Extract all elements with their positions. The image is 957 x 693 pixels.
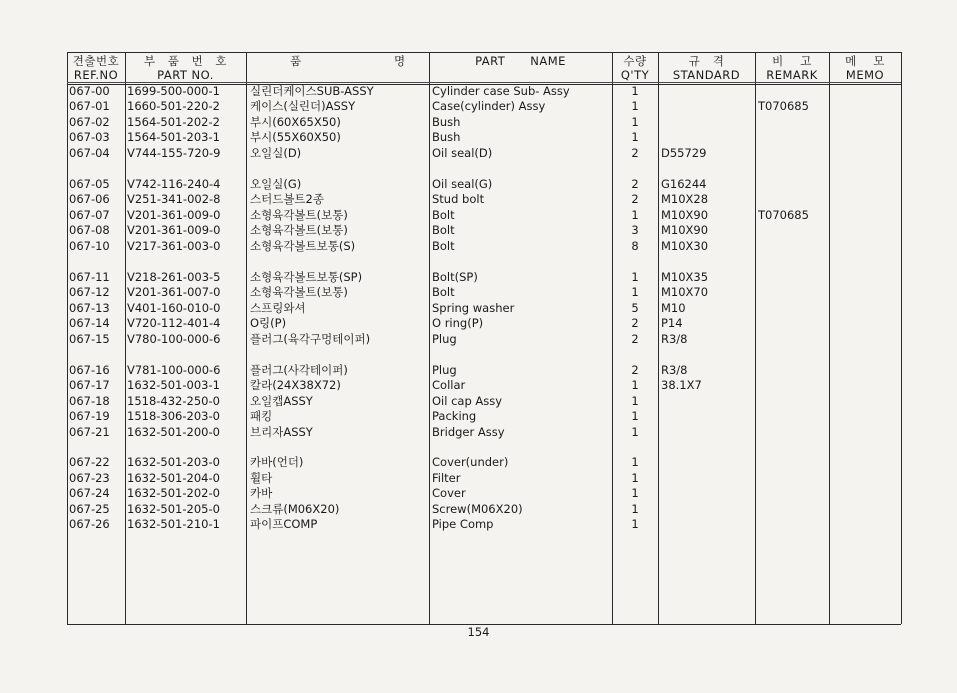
standard-cell: R3/8 <box>661 332 688 346</box>
ref-no-cell: 067-22 <box>69 455 110 469</box>
quantity-cell: 2 <box>631 146 639 160</box>
standard-cell: M10X28 <box>661 192 709 206</box>
quantity-cell: 2 <box>631 192 639 206</box>
part-no-cell: V742-116-240-4 <box>127 177 221 191</box>
part-name-cell: Oil seal(G) <box>432 177 493 191</box>
table-top-border <box>67 52 901 53</box>
standard-cell: M10X30 <box>661 239 709 253</box>
ref-no-cell: 067-04 <box>69 146 110 160</box>
ref-no-cell: 067-17 <box>69 378 110 392</box>
standard-cell: R3/8 <box>661 363 688 377</box>
ref-no-cell: 067-10 <box>69 239 110 253</box>
part-no-cell: 1632-501-204-0 <box>127 471 220 485</box>
ref-no-cell: 067-00 <box>69 84 110 98</box>
ref-no-cell: 067-15 <box>69 332 110 346</box>
header-ref-ko: 견출번호 <box>72 54 120 68</box>
korean-name-cell: 소형육각볼트(보통) <box>250 223 348 237</box>
korean-name-cell: 부시(55X60X50) <box>250 130 341 144</box>
grid-line <box>755 52 756 624</box>
quantity-cell: 1 <box>631 84 639 98</box>
part-name-cell: Bridger Assy <box>432 425 505 439</box>
korean-name-cell: 패킹 <box>250 409 273 423</box>
korean-name-cell: 소형육각볼트(보통) <box>250 208 348 222</box>
part-name-cell: Cylinder case Sub- Assy <box>432 84 570 98</box>
remark-cell: T070685 <box>758 99 809 113</box>
part-name-cell: Filter <box>432 471 461 485</box>
part-name-cell: Pipe Comp <box>432 517 494 531</box>
ref-no-cell: 067-07 <box>69 208 110 222</box>
quantity-cell: 1 <box>631 208 639 222</box>
part-name-cell: Cover(under) <box>432 455 509 469</box>
korean-name-cell: 스터드볼트2종 <box>250 192 324 206</box>
grid-line <box>67 52 68 624</box>
quantity-cell: 1 <box>631 425 639 439</box>
grid-line <box>125 52 126 624</box>
korean-name-cell: 오일캡ASSY <box>250 394 313 408</box>
part-no-cell: 1632-501-202-0 <box>127 486 220 500</box>
part-no-cell: V201-361-009-0 <box>127 208 221 222</box>
ref-no-cell: 067-03 <box>69 130 110 144</box>
standard-cell: 38.1X7 <box>661 378 702 392</box>
part-no-cell: V780-100-000-6 <box>127 332 221 346</box>
standard-cell: M10X90 <box>661 208 709 222</box>
korean-name-cell: 케이스(실린더)ASSY <box>250 99 356 113</box>
ref-no-cell: 067-06 <box>69 192 110 206</box>
part-no-cell: V744-155-720-9 <box>127 146 221 160</box>
ref-no-cell: 067-24 <box>69 486 110 500</box>
korean-name-cell: 칼라(24X38X72) <box>250 378 341 392</box>
part-no-cell: 1660-501-220-2 <box>127 99 220 113</box>
quantity-cell: 5 <box>631 301 639 315</box>
header-remark-en: REMARK <box>766 68 818 82</box>
part-no-cell: 1564-501-202-2 <box>127 115 220 129</box>
part-no-cell: 1699-500-000-1 <box>127 84 220 98</box>
part-no-cell: V720-112-401-4 <box>127 316 221 330</box>
part-name-cell: Case(cylinder) Assy <box>432 99 546 113</box>
part-no-cell: 1632-501-203-0 <box>127 455 220 469</box>
header-memo-en: MEMO <box>845 68 885 82</box>
header-qty-en: Q'TY <box>620 68 650 82</box>
part-no-cell: V251-341-002-8 <box>127 192 221 206</box>
header-remark-ko: 비 고 <box>772 54 812 68</box>
korean-name-cell: 플러그(육각구멍테이퍼) <box>250 332 371 346</box>
grid-line <box>829 52 830 624</box>
header-name-ko-b: 명 <box>394 54 406 68</box>
korean-name-cell: 휠타 <box>250 471 273 485</box>
quantity-cell: 3 <box>631 223 639 237</box>
ref-no-cell: 067-16 <box>69 363 110 377</box>
part-no-cell: V201-361-009-0 <box>127 223 221 237</box>
korean-name-cell: 부시(60X65X50) <box>250 115 341 129</box>
ref-no-cell: 067-14 <box>69 316 110 330</box>
korean-name-cell: 카바(언더) <box>250 455 304 469</box>
quantity-cell: 1 <box>631 270 639 284</box>
part-name-cell: Spring washer <box>432 301 515 315</box>
part-name-cell: Stud bolt <box>432 192 485 206</box>
remark-cell: T070685 <box>758 208 809 222</box>
quantity-cell: 2 <box>631 177 639 191</box>
grid-line <box>901 52 902 624</box>
quantity-cell: 1 <box>631 115 639 129</box>
quantity-cell: 1 <box>631 99 639 113</box>
part-no-cell: 1632-501-003-1 <box>127 378 220 392</box>
part-name-cell: Bolt <box>432 239 455 253</box>
ref-no-cell: 067-21 <box>69 425 110 439</box>
standard-cell: M10X70 <box>661 285 709 299</box>
ref-no-cell: 067-01 <box>69 99 110 113</box>
part-no-cell: V781-100-000-6 <box>127 363 221 377</box>
korean-name-cell: 실린더케이스SUB-ASSY <box>250 84 374 98</box>
korean-name-cell: 플러그(사각테이퍼) <box>250 363 348 377</box>
ref-no-cell: 067-18 <box>69 394 110 408</box>
korean-name-cell: 소형육각볼트보통(S) <box>250 239 356 253</box>
ref-no-cell: 067-13 <box>69 301 110 315</box>
korean-name-cell: 오일실(D) <box>250 146 302 160</box>
part-name-cell: Bolt <box>432 285 455 299</box>
header-name-ko-a: 품 <box>290 54 302 68</box>
ref-no-cell: 067-11 <box>69 270 110 284</box>
part-name-cell: Bolt <box>432 223 455 237</box>
quantity-cell: 2 <box>631 363 639 377</box>
grid-line <box>246 52 247 624</box>
part-name-cell: Packing <box>432 409 477 423</box>
quantity-cell: 1 <box>631 394 639 408</box>
part-name-cell: Cover <box>432 486 466 500</box>
korean-name-cell: 파이프COMP <box>250 517 318 531</box>
header-qty-ko: 수량 <box>623 54 647 68</box>
part-name-cell: Bolt <box>432 208 455 222</box>
ref-no-cell: 067-26 <box>69 517 110 531</box>
header-memo-ko: 메 모 <box>845 54 885 68</box>
part-name-cell: Oil seal(D) <box>432 146 493 160</box>
part-no-cell: V401-160-010-0 <box>127 301 221 315</box>
korean-name-cell: 브리자ASSY <box>250 425 313 439</box>
quantity-cell: 1 <box>631 517 639 531</box>
grid-line <box>429 52 430 624</box>
part-name-cell: Bush <box>432 130 461 144</box>
header-part-name: PART NAME <box>475 54 566 68</box>
part-no-cell: 1632-501-205-0 <box>127 502 220 516</box>
quantity-cell: 1 <box>631 409 639 423</box>
part-name-cell: Screw(M06X20) <box>432 502 523 516</box>
standard-cell: P14 <box>661 316 683 330</box>
quantity-cell: 2 <box>631 316 639 330</box>
header-divider <box>67 82 901 83</box>
ref-no-cell: 067-12 <box>69 285 110 299</box>
korean-name-cell: 스프링와셔 <box>250 301 306 315</box>
part-name-cell: Plug <box>432 363 457 377</box>
part-no-cell: 1632-501-200-0 <box>127 425 220 439</box>
quantity-cell: 1 <box>631 471 639 485</box>
quantity-cell: 1 <box>631 285 639 299</box>
ref-no-cell: 067-02 <box>69 115 110 129</box>
quantity-cell: 1 <box>631 130 639 144</box>
part-no-cell: V218-261-003-5 <box>127 270 221 284</box>
standard-cell: M10 <box>661 301 686 315</box>
header-ref-en: REF.NO <box>73 68 119 82</box>
part-no-cell: 1564-501-203-1 <box>127 130 220 144</box>
quantity-cell: 2 <box>631 332 639 346</box>
ref-no-cell: 067-25 <box>69 502 110 516</box>
standard-cell: D55729 <box>661 146 707 160</box>
header-standard-ko: 규 격 <box>688 54 725 68</box>
standard-cell: M10X90 <box>661 223 709 237</box>
ref-no-cell: 067-05 <box>69 177 110 191</box>
part-name-cell: Plug <box>432 332 457 346</box>
korean-name-cell: O링(P) <box>250 316 287 330</box>
part-name-cell: Collar <box>432 378 466 392</box>
ref-no-cell: 067-23 <box>69 471 110 485</box>
header-part-no-ko: 부 품 번 호 <box>144 54 227 68</box>
part-no-cell: 1518-306-203-0 <box>127 409 220 423</box>
korean-name-cell: 오일실(G) <box>250 177 302 191</box>
quantity-cell: 8 <box>631 239 639 253</box>
grid-line <box>658 52 659 624</box>
ref-no-cell: 067-08 <box>69 223 110 237</box>
quantity-cell: 1 <box>631 455 639 469</box>
quantity-cell: 1 <box>631 502 639 516</box>
korean-name-cell: 스크류(M06X20) <box>250 502 340 516</box>
standard-cell: G16244 <box>661 177 707 191</box>
part-name-cell: Oil cap Assy <box>432 394 503 408</box>
quantity-cell: 1 <box>631 486 639 500</box>
part-no-cell: V217-361-003-0 <box>127 239 221 253</box>
part-name-cell: Bolt(SP) <box>432 270 478 284</box>
part-name-cell: O ring(P) <box>432 316 484 330</box>
page-number: 154 <box>467 625 490 639</box>
part-no-cell: V201-361-007-0 <box>127 285 221 299</box>
part-no-cell: 1518-432-250-0 <box>127 394 220 408</box>
part-no-cell: 1632-501-210-1 <box>127 517 220 531</box>
korean-name-cell: 소형육각볼트보통(SP) <box>250 270 363 284</box>
quantity-cell: 1 <box>631 378 639 392</box>
part-name-cell: Bush <box>432 115 461 129</box>
ref-no-cell: 067-19 <box>69 409 110 423</box>
korean-name-cell: 카바 <box>250 486 273 500</box>
standard-cell: M10X35 <box>661 270 709 284</box>
korean-name-cell: 소형육각볼트(보통) <box>250 285 348 299</box>
header-part-no-en: PART NO. <box>157 68 214 82</box>
header-standard-en: STANDARD <box>672 68 741 82</box>
